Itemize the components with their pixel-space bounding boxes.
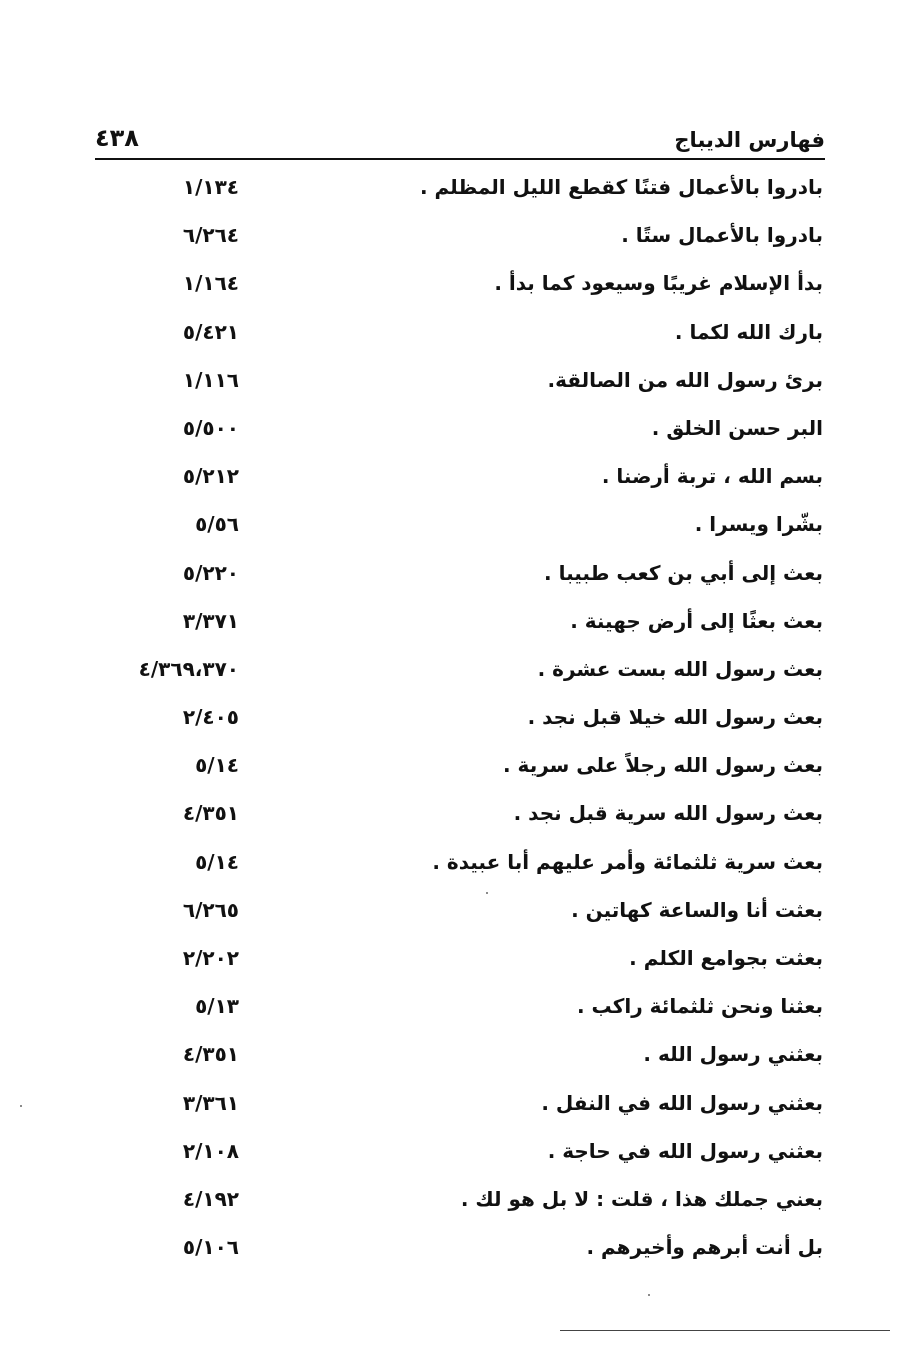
entry-reference: ٥/١٤	[195, 849, 239, 874]
index-entry	[0, 1227, 899, 1275]
index-entry	[0, 938, 899, 986]
index-entry	[0, 1179, 899, 1227]
entry-text: بعث رسول الله بست عشرة .	[537, 656, 823, 681]
entry-reference: ٣/٣٦١	[182, 1090, 239, 1115]
index-entries	[0, 167, 899, 1275]
scan-speck	[486, 892, 488, 894]
index-entry	[0, 986, 899, 1034]
entry-reference: ٥/١٠٦	[182, 1235, 239, 1260]
index-entry	[0, 697, 899, 745]
entry-text: بارك الله لكما .	[674, 319, 823, 344]
index-entry	[0, 745, 899, 793]
index-entry	[0, 890, 899, 938]
index-entry	[0, 553, 899, 601]
scan-speck	[20, 1105, 22, 1107]
entry-text: بعثت بجوامع الكلم .	[629, 946, 823, 970]
entry-reference: ٥/٤٢١	[182, 319, 239, 344]
entry-text: بعث رسول الله رجلاً على سرية .	[503, 753, 823, 778]
entry-reference: ١/١١٦	[182, 367, 239, 392]
entry-reference: ٣/٣٧١	[182, 608, 239, 633]
entry-reference: ١/١٦٤	[182, 271, 239, 296]
index-entry	[0, 649, 899, 697]
entry-text: بعثني رسول الله في حاجة .	[547, 1138, 823, 1163]
entry-reference: ٦/٢٦٤	[182, 223, 239, 248]
scan-speck	[648, 1294, 650, 1296]
entry-reference: ٢/٤٠٥	[182, 705, 239, 730]
entry-reference: ٢/١٠٨	[182, 1138, 239, 1163]
entry-reference: ٥/٥٦	[195, 512, 239, 537]
index-entry	[0, 215, 899, 263]
entry-text: بعث رسول الله سرية قبل نجد .	[513, 801, 823, 826]
entry-text: البر حسن الخلق .	[651, 415, 823, 440]
entry-text: بعثت أنا والساعة كهاتين .	[571, 897, 823, 922]
entry-text: بادروا بالأعمال فتنًا كقطع الليل المظلم .	[419, 175, 823, 199]
index-entry	[0, 601, 899, 649]
entry-reference: ٤/١٩٢	[182, 1186, 239, 1211]
entry-reference: ٤/٣٦٩،٣٧٠	[138, 656, 239, 681]
index-entry	[0, 1083, 899, 1131]
entry-text: بادروا بالأعمال ستًا .	[621, 223, 823, 248]
entry-text: برئ رسول الله من الصالقة.	[547, 367, 823, 392]
entry-text: بدأ الإسلام غريبًا وسيعود كما بدأ .	[494, 271, 823, 296]
entry-text: بعثني رسول الله في النفل .	[541, 1090, 823, 1115]
entry-text: بعث سرية ثلثمائة وأمر عليهم أبا عبيدة .	[432, 849, 823, 874]
entry-reference: ١/١٣٤	[182, 175, 239, 199]
index-entry	[0, 360, 899, 408]
entry-reference: ٦/٢٦٥	[182, 897, 239, 922]
page-title: فهارس الديباج	[674, 128, 825, 152]
entry-text: بعني جملك هذا ، قلت : لا بل هو لك .	[460, 1186, 823, 1211]
entry-reference: ٤/٣٥١	[182, 1042, 239, 1067]
page-number: ٤٣٨	[95, 124, 139, 152]
index-entry	[0, 263, 899, 311]
entry-text: بعثني رسول الله .	[643, 1042, 823, 1067]
entry-text: بعث إلى أبي بن كعب طبيبا .	[544, 560, 823, 585]
entry-reference: ٥/٥٠٠	[182, 415, 239, 440]
entry-reference: ٥/١٣	[195, 994, 239, 1019]
entry-text: بعث رسول الله خيلا قبل نجد .	[527, 705, 823, 730]
entry-text: بعث بعثًا إلى أرض جهينة .	[570, 608, 823, 633]
index-entry	[0, 456, 899, 504]
entry-reference: ٥/٢١٢	[182, 464, 239, 489]
entry-reference: ٤/٣٥١	[182, 801, 239, 826]
bottom-rule	[560, 1330, 890, 1331]
index-entry	[0, 408, 899, 456]
index-entry	[0, 167, 899, 215]
index-entry	[0, 312, 899, 360]
index-entry	[0, 504, 899, 552]
entry-reference: ٥/٢٢٠	[182, 560, 239, 585]
entry-text: بل أنت أبرهم وأخيرهم .	[586, 1235, 823, 1260]
page-header	[95, 118, 825, 158]
header-rule	[95, 158, 825, 160]
entry-reference: ٢/٢٠٢	[182, 946, 239, 970]
index-entry	[0, 1034, 899, 1082]
index-entry	[0, 793, 899, 841]
index-entry	[0, 1131, 899, 1179]
entry-reference: ٥/١٤	[195, 753, 239, 778]
entry-text: بسم الله ، تربة أرضنا .	[601, 464, 823, 489]
index-entry	[0, 842, 899, 890]
entry-text: بشّرا ويسرا .	[694, 512, 823, 537]
entry-text: بعثنا ونحن ثلثمائة راكب .	[576, 994, 823, 1019]
